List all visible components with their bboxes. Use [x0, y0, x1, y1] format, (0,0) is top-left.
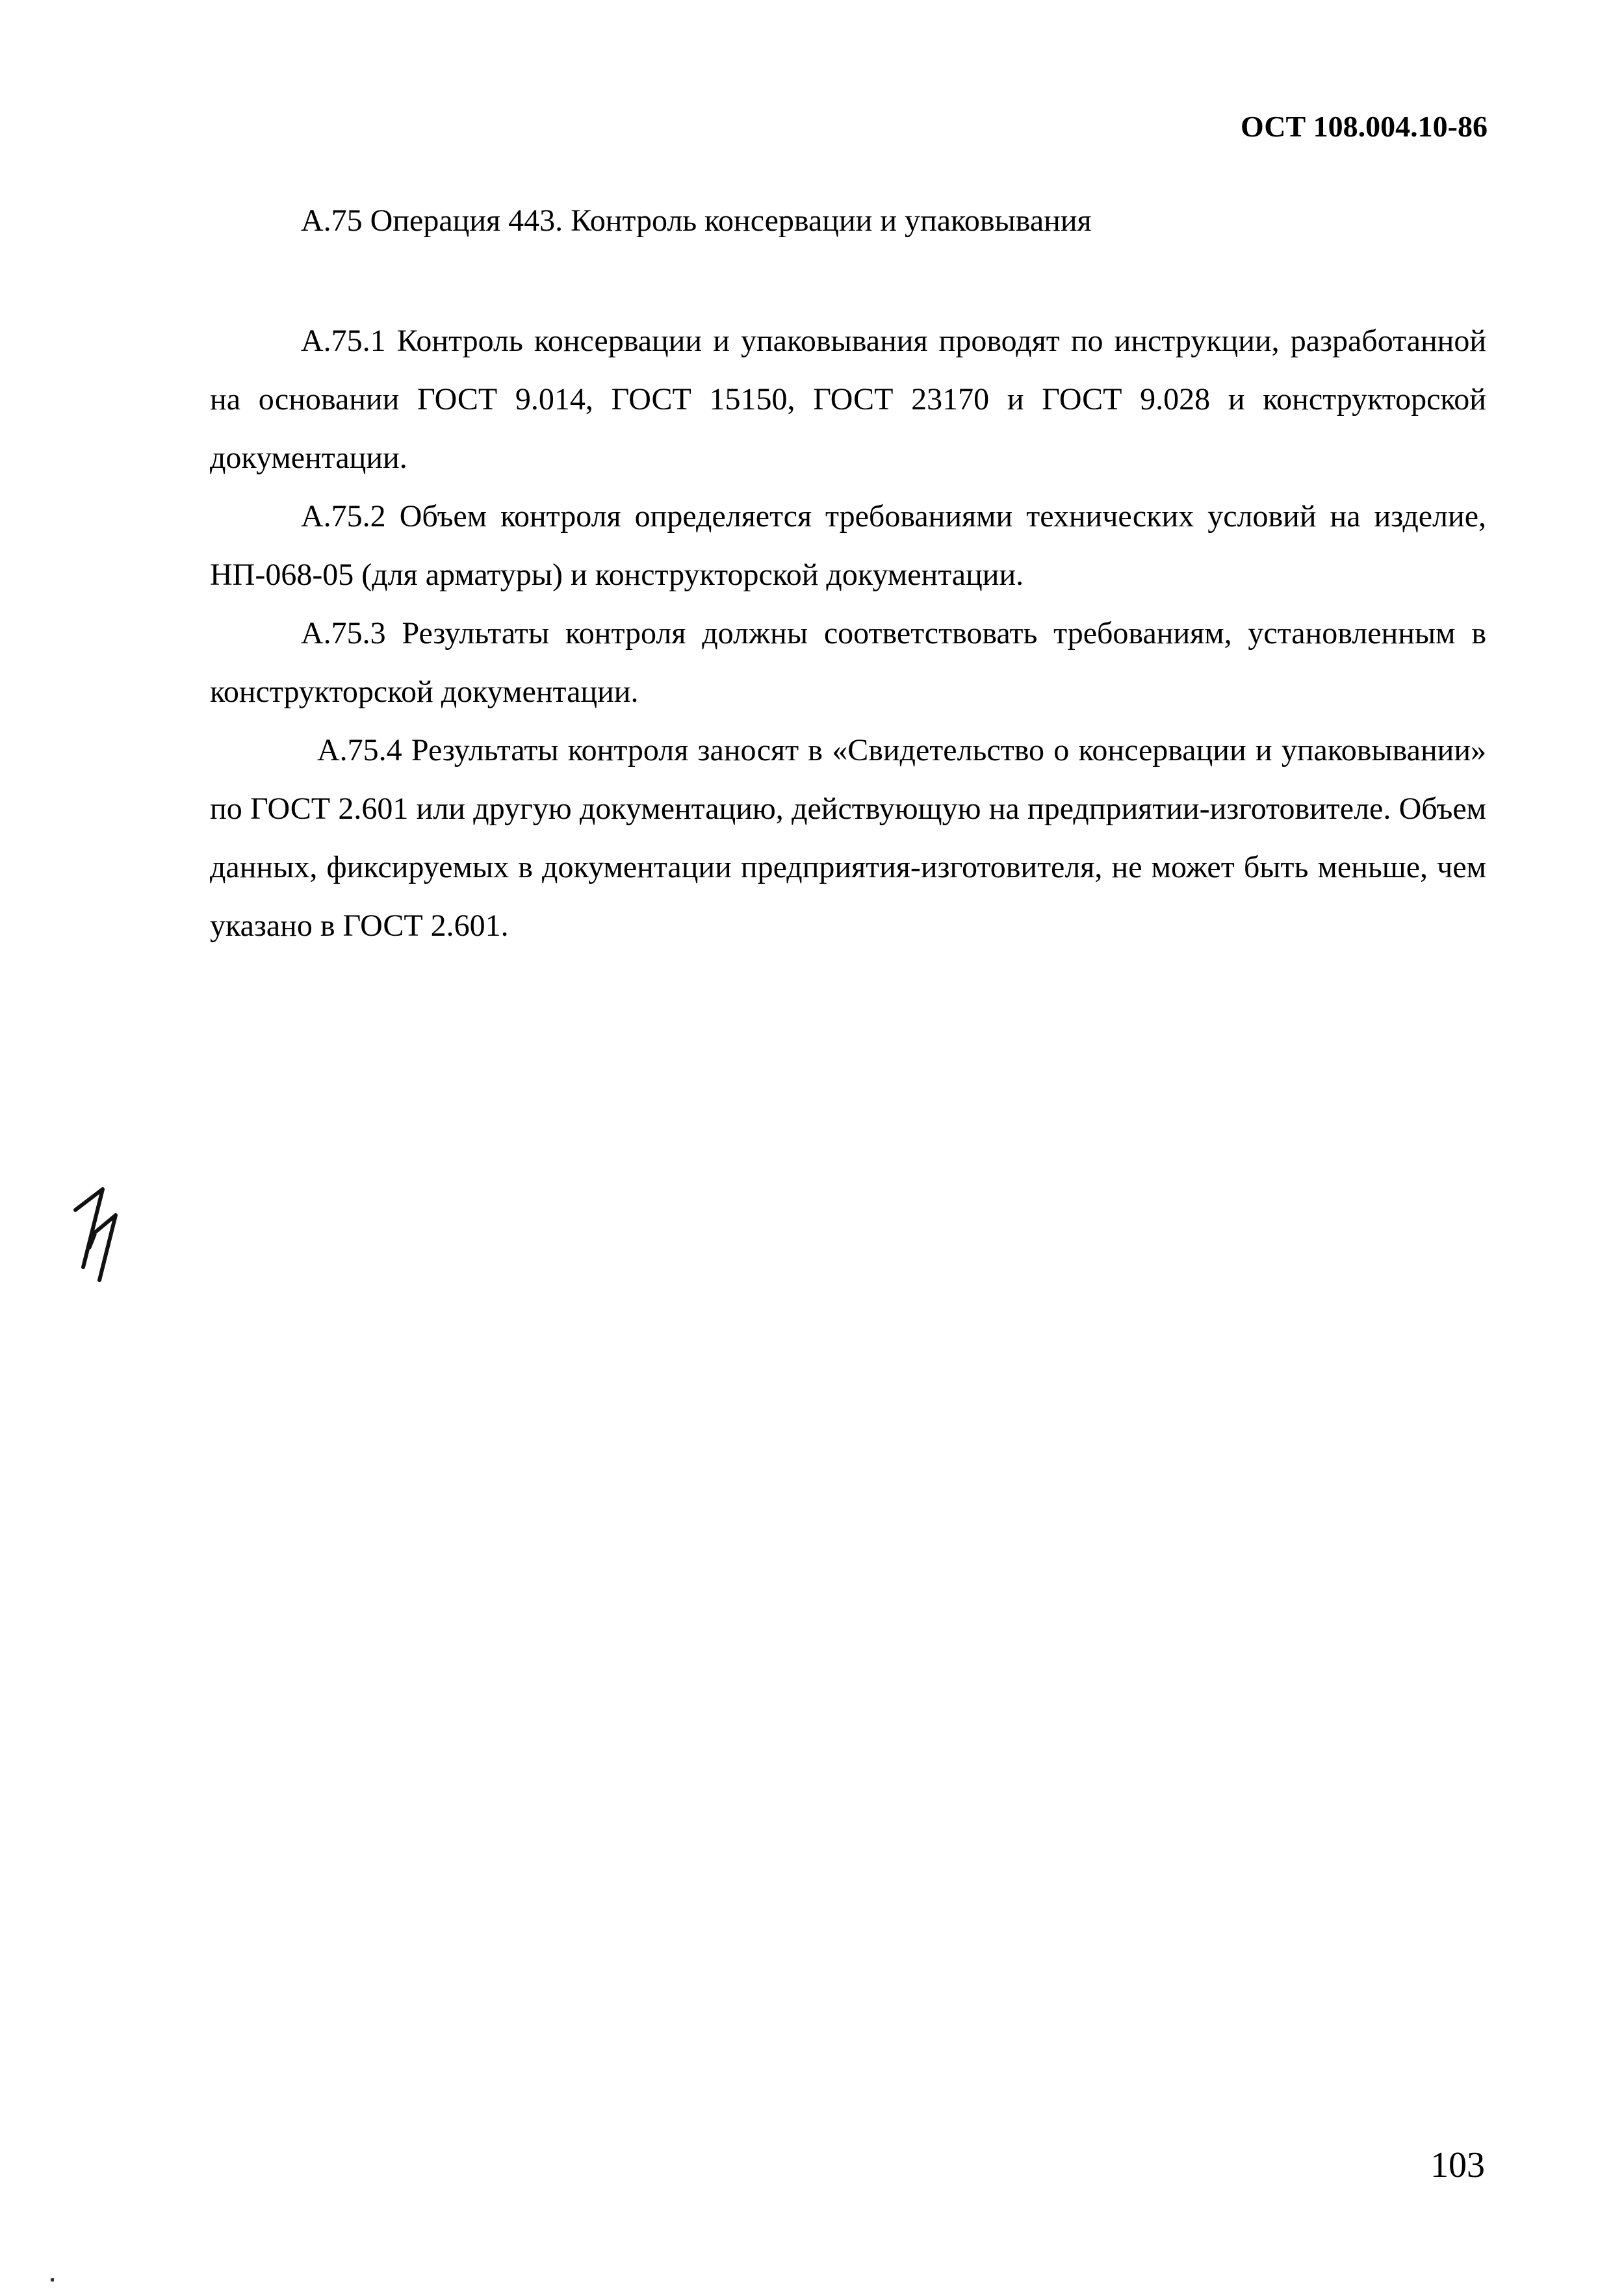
paragraph-a75-3: А.75.3 Результаты контроля должны соответствовать требованиям, установленным в конструкторской документации. [210, 616, 1486, 709]
page-number: 103 [1430, 2145, 1485, 2185]
body-text [210, 312, 1486, 955]
handwritten-page-mark-icon [64, 1170, 135, 1287]
paragraph-a75-4: А.75.4 Результаты контроля заносят в «Свидетельство о консервации и упаковывании» по ГОСТ 2.601 или другую документацию, действующую на предприятии-изготовителе. Объем данных, фиксируемых в документации предприятия-изготовителя, не может быть меньше, чем указано в ГОСТ 2.601. [210, 733, 1486, 943]
document-code: ОСТ 108.004.10-86 [1240, 110, 1488, 143]
paragraph-a75-2: А.75.2 Объем контроля определяется требованиями технических условий на изделие, НП-068-05 (для арматуры) и конструкторской документации. [210, 499, 1486, 592]
section-title: А.75 Операция 443. Контроль консервации и упаковывания [301, 203, 1092, 238]
paragraph-a75-1: А.75.1 Контроль консервации и упаковывания проводят по инструкции, разработанной на основании ГОСТ 9.014, ГОСТ 15150, ГОСТ 23170 и ГОСТ 9.028 и конструкторской документации. [210, 324, 1486, 475]
scan-artifact [51, 2278, 54, 2282]
